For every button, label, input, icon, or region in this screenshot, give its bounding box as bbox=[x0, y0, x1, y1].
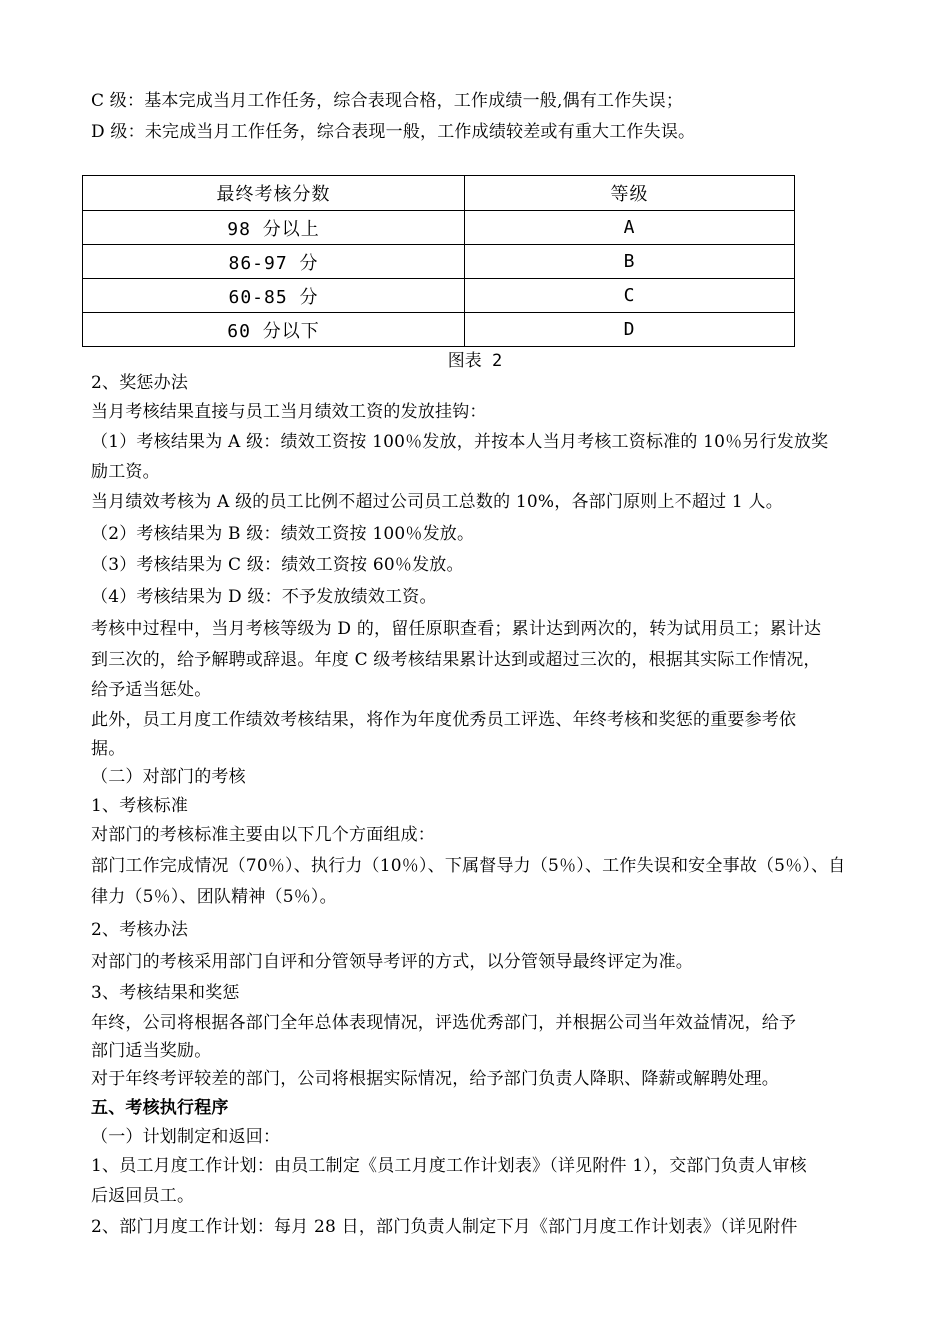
paragraph-line: 此外，员工月度工作绩效考核结果，将作为年度优秀员工评选、年终考核和奖惩的重要参考依 bbox=[91, 710, 797, 730]
paragraph-line: （1）考核结果为 A 级：绩效工资按 100％发放，并按本人当月考核工资标准的 10％另行发放奖 bbox=[91, 432, 829, 452]
table-row bbox=[83, 279, 795, 313]
table-row bbox=[83, 313, 795, 347]
paragraph-line: 考核中过程中，当月考核等级为 D 的，留任原职查看；累计达到两次的，转为试用员工；累计达 bbox=[91, 619, 822, 639]
paragraph-line: （4）考核结果为 D 级：不予发放绩效工资。 bbox=[91, 587, 437, 607]
score-cell: 60 分以下 bbox=[83, 313, 465, 347]
chapter-heading: 五、考核执行程序 bbox=[91, 1098, 229, 1118]
grade-cell: A bbox=[465, 211, 795, 245]
score-cell: 98 分以上 bbox=[83, 211, 465, 245]
table-caption: 图表 2 bbox=[447, 351, 503, 371]
section-heading: 1、考核标准 bbox=[91, 796, 189, 816]
grade-c-definition: C 级：基本完成当月工作任务，综合表现合格，工作成绩一般,偶有工作失误； bbox=[91, 91, 684, 111]
paragraph-line: 据。 bbox=[91, 739, 126, 759]
paragraph-line: （2）考核结果为 B 级：绩效工资按 100％发放。 bbox=[91, 524, 475, 544]
paragraph-line: 后返回员工。 bbox=[91, 1186, 195, 1206]
grade-cell: D bbox=[465, 313, 795, 347]
paragraph-line: 2、部门月度工作计划：每月 28 日，部门负责人制定下月《部门月度工作计划表》（详见附件 bbox=[91, 1217, 798, 1237]
grade-cell: B bbox=[465, 245, 795, 279]
grade-d-definition: D 级：未完成当月工作任务，综合表现一般，工作成绩较差或有重大工作失误。 bbox=[91, 122, 696, 142]
section-heading: （一）计划制定和返回： bbox=[91, 1127, 281, 1147]
header-final-score: 最终考核分数 bbox=[83, 176, 465, 211]
table-row bbox=[83, 211, 795, 245]
score-cell: 60-85 分 bbox=[83, 279, 465, 313]
section-heading: 2、考核办法 bbox=[91, 920, 189, 940]
paragraph-line: 部门工作完成情况（70％）、执行力（10％）、下属督导力（5％）、工作失误和安全事故（5％）、自 bbox=[91, 856, 846, 876]
table-row bbox=[83, 245, 795, 279]
section-heading: （二）对部门的考核 bbox=[91, 767, 246, 787]
paragraph-line: 部门适当奖励。 bbox=[91, 1041, 212, 1061]
paragraph-line: 到三次的，给予解聘或辞退。年度 C 级考核结果累计达到或超过三次的，根据其实际工作情况， bbox=[91, 650, 821, 670]
section-heading: 2、奖惩办法 bbox=[91, 373, 189, 393]
paragraph-line: 给予适当惩处。 bbox=[91, 680, 212, 700]
paragraph-line: 对部门的考核标准主要由以下几个方面组成： bbox=[91, 825, 435, 845]
score-cell: 86-97 分 bbox=[83, 245, 465, 279]
paragraph-line: 励工资。 bbox=[91, 462, 160, 482]
grade-cell: C bbox=[465, 279, 795, 313]
header-grade: 等级 bbox=[465, 176, 795, 211]
paragraph-line: 对部门的考核采用部门自评和分管领导考评的方式，以分管领导最终评定为准。 bbox=[91, 952, 693, 972]
paragraph-line: 当月绩效考核为 A 级的员工比例不超过公司员工总数的 10%，各部门原则上不超过 1 人。 bbox=[91, 492, 783, 512]
paragraph-line: 当月考核结果直接与员工当月绩效工资的发放挂钩： bbox=[91, 402, 487, 422]
table-header-row bbox=[83, 176, 795, 211]
paragraph-line: 1、员工月度工作计划：由员工制定《员工月度工作计划表》（详见附件 1），交部门负责人审核 bbox=[91, 1156, 807, 1176]
paragraph-line: （3）考核结果为 C 级：绩效工资按 60％发放。 bbox=[91, 555, 464, 575]
paragraph-line: 年终，公司将根据各部门全年总体表现情况，评选优秀部门，并根据公司当年效益情况，给予 bbox=[91, 1013, 797, 1033]
score-grade-table bbox=[82, 175, 795, 347]
section-heading: 3、考核结果和奖惩 bbox=[91, 983, 240, 1003]
paragraph-line: 对于年终考评较差的部门，公司将根据实际情况，给予部门负责人降职、降薪或解聘处理。 bbox=[91, 1069, 779, 1089]
paragraph-line: 律力（5％）、团队精神（5％）。 bbox=[91, 887, 337, 907]
